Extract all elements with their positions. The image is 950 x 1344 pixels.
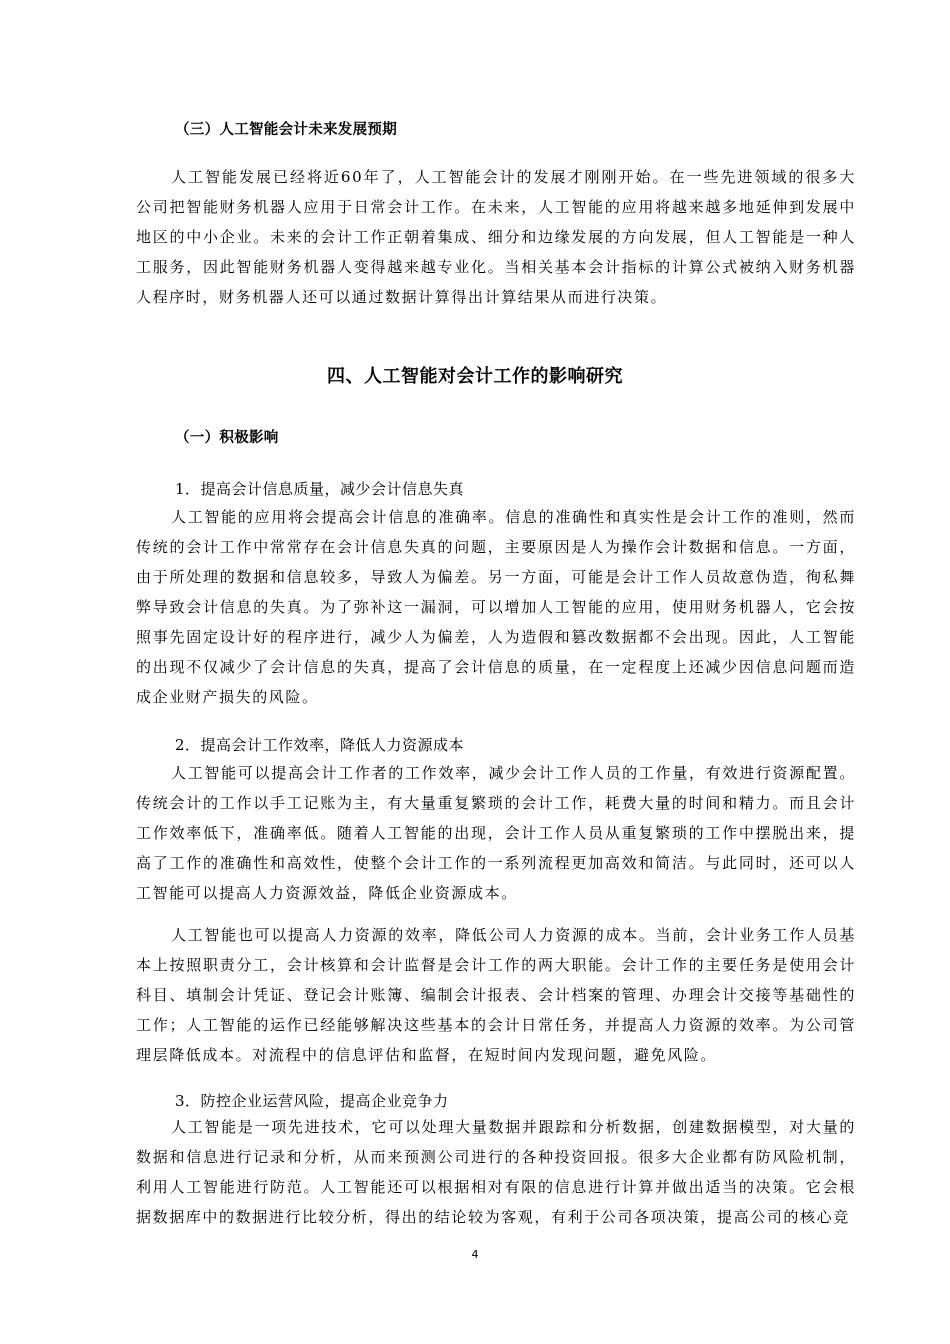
item-2-heading: 2．提高会计工作效率，降低人力资源成本: [175, 736, 465, 754]
item-1-paragraph: 人工智能的应用将会提高会计信息的准确率。信息的准确性和真实性是会计工作的准则，然而传统的会计工作中常常存在会计信息失真的问题，主要原因是人为操作会计数据和信息。一方面，由于所处理的数据和信息较多，导致人为偏差。另一方面，可能是会计工作人员故意伪造，徇私舞弊导致会计信息的失真。为了弥补这一漏洞，可以增加人工智能的应用，使用财务机器人，它会按照事先固定设计好的程序进行，减少人为偏差，人为造假和篡改数据都不会出现。因此，人工智能的出现不仅减少了会计信息的失真，提高了会计信息的质量，在一定程度上还减少因信息问题而造成企业财产损失的风险。: [136, 508, 856, 706]
section-3-paragraph: 人工智能发展已经将近60年了，人工智能会计的发展才刚刚开始。在一些先进领域的很多大公司把智能财务机器人应用于日常会计工作。在未来，人工智能的应用将越来越多地延伸到发展中地区的中小企业。未来的会计工作正朝着集成、细分和边缘发展的方向发展，但人工智能是一种人工服务，因此智能财务机器人变得越来越专业化。当相关基本会计指标的计算公式被纳入财务机器人程序时，财务机器人还可以通过数据计算得出计算结果从而进行决策。: [136, 168, 856, 306]
section-3-subheading: （三）人工智能会计未来发展预期: [175, 122, 397, 138]
item-3-paragraph: 人工智能是一项先进技术，它可以处理大量数据并跟踪和分析数据，创建数据模型，对大量的数据和信息进行记录和分析，从而来预测公司进行的各种投资回报。很多大企业都有防风险机制，利用人工智能进行防范。人工智能还可以根据相对有限的信息进行计算并做出适当的决策。它会根据数据库中的数据进行比较分析，得出的结论较为客观，有利于公司各项决策，提高公司的核心竞: [136, 1118, 856, 1226]
item-2-paragraph-2: 人工智能也可以提高人力资源的效率，降低公司人力资源的成本。当前，会计业务工作人员基本上按照职责分工，会计核算和会计监督是会计工作的两大职能。会计工作的主要任务是使用会计科目、填制会计凭证、登记会计账簿、编制会计报表、会计档案的管理、办理会计交接等基础性的工作；人工智能的运作已经能够解决这些基本的会计日常任务，并提高人力资源的效率。为公司管理层降低成本。对流程中的信息评估和监督，在短时间内发现问题，避免风险。: [136, 926, 856, 1064]
item-3-heading: 3．防控企业运营风险，提高企业竞争力: [175, 1092, 449, 1110]
page-number: 4: [471, 1248, 479, 1261]
item-2-paragraph-1: 人工智能可以提高会计工作者的工作效率，减少会计工作人员的工作量，有效进行资源配置。传统会计的工作以手工记账为主，有大量重复繁琐的会计工作，耗费大量的时间和精力。而且会计工作效率低下，准确率低。随着人工智能的出现，会计工作人员从重复繁琐的工作中摆脱出来，提高了工作的准确性和高效性，使整个会计工作的一系列流程更加高效和简洁。与此同时，还可以人工智能可以提高人力资源效益，降低企业资源成本。: [136, 764, 856, 902]
item-1-heading: 1．提高会计信息质量，减少会计信息失真: [175, 480, 465, 498]
section-4-heading: 四、人工智能对会计工作的影响研究: [327, 366, 623, 387]
section-4-1-subheading: （一）积极影响: [175, 430, 279, 446]
